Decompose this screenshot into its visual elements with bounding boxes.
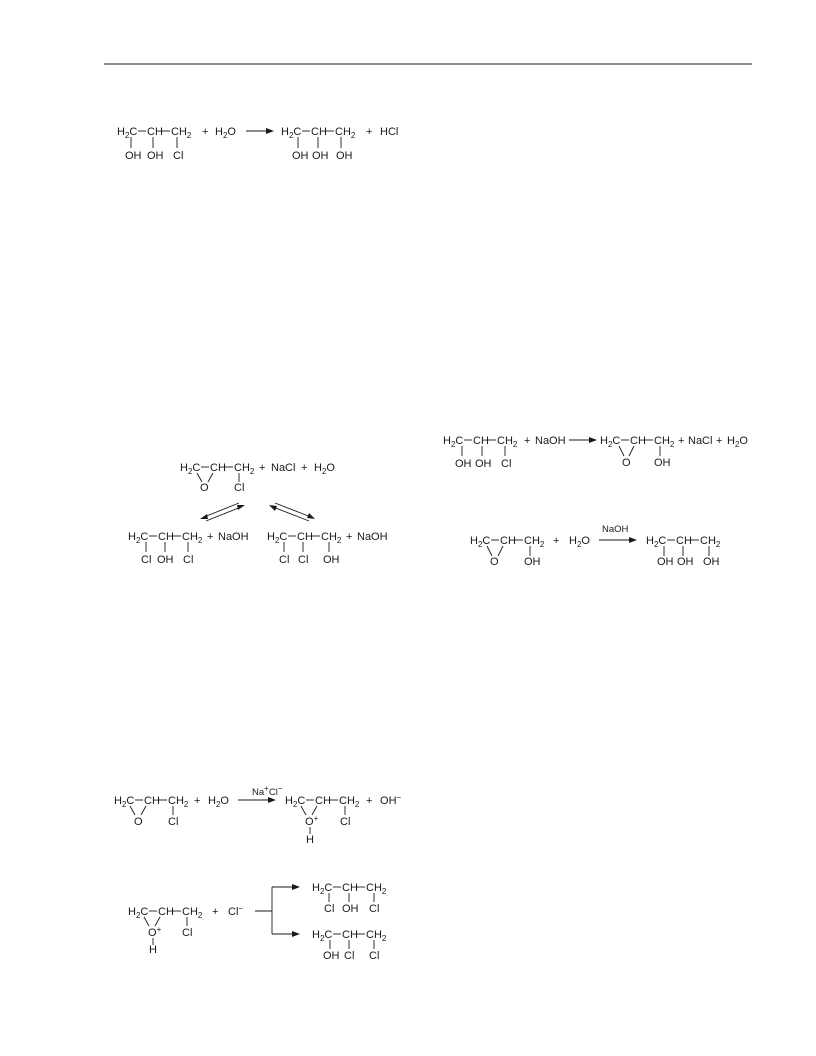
product-glycidol	[600, 435, 675, 469]
formula-label: +	[212, 906, 219, 918]
formula-label: OH	[312, 150, 329, 162]
formula-label: CH	[342, 882, 358, 894]
formula-label: CH	[500, 535, 516, 547]
formula-label: $H_2C$	[470, 535, 491, 549]
bond-line	[498, 546, 503, 556]
formula-label: OH	[147, 150, 164, 162]
reagent-chloride: Cl−	[228, 904, 244, 918]
formula-label: +	[716, 435, 723, 447]
formula-label: $CH_2$	[366, 882, 387, 896]
formula-label: CH	[342, 929, 358, 941]
formula-label: Cl	[141, 554, 152, 566]
product-2-3-dichlorohydrin	[312, 929, 387, 962]
formula-label: Cl	[168, 816, 179, 828]
formula-label: OH−	[380, 793, 402, 807]
formula-label: $CH_2$	[497, 435, 518, 449]
formula-label: CH	[630, 435, 646, 447]
formula-label: O+	[148, 925, 162, 939]
reaction-arrow	[246, 128, 274, 134]
arrow-head	[292, 884, 300, 890]
formula-label: Cl	[369, 903, 380, 915]
formula-label: +	[366, 795, 373, 807]
formula-label: OH	[323, 554, 340, 566]
reaction-equilibrium	[128, 462, 388, 566]
reaction-ring-opening	[128, 882, 387, 962]
formula-label: $CH_2$	[335, 126, 356, 140]
formula-label: Cl	[279, 554, 290, 566]
formula-label: +	[194, 795, 201, 807]
formula-label: CH	[147, 126, 163, 138]
formula-label: OH	[455, 458, 472, 470]
arrow-head	[292, 931, 300, 937]
formula-label: $CH_2$	[182, 906, 203, 920]
bond-line	[301, 806, 306, 815]
formula-label: $H_2C$	[267, 531, 288, 545]
arrow-head	[307, 513, 315, 519]
bond-line	[629, 446, 634, 456]
formula-label: CH	[311, 126, 327, 138]
formula-label: $CH_2$	[366, 929, 387, 943]
reaction-arrow	[238, 784, 283, 803]
bond-line	[144, 917, 149, 926]
formula-label: +	[678, 435, 685, 447]
formula-label: CH	[158, 906, 174, 918]
epichlorohydrin-center	[180, 462, 335, 494]
formula-label: OH	[703, 556, 720, 568]
reactant-molecule	[443, 435, 518, 470]
formula-label: CH	[158, 531, 174, 543]
arrow-catalyst-label: Na+Cl−	[252, 784, 283, 798]
formula-label: $H_2O$	[569, 535, 590, 549]
formula-label: $H_2O$	[314, 462, 335, 476]
formula-label: OH	[657, 556, 674, 568]
reactant-epichlorohydrin	[114, 795, 189, 828]
formula-label: CH	[297, 531, 313, 543]
formula-label: O	[490, 556, 499, 568]
byproduct-hcl: HCl	[380, 126, 399, 138]
formula-label: +	[553, 535, 560, 547]
bond-line	[487, 546, 492, 556]
formula-label: $CH_2$	[182, 531, 203, 545]
formula-label: $CH_2$	[339, 795, 360, 809]
formula-label: Cl	[298, 554, 309, 566]
formula-label: $CH_2$	[234, 462, 255, 476]
formula-label: Cl	[173, 150, 184, 162]
product-glycerol	[281, 126, 356, 162]
reagent-water: $H_2O$	[215, 126, 236, 140]
formula-label: CH	[315, 795, 331, 807]
reagent-naoh: NaOH	[535, 435, 566, 447]
formula-label: $CH_2$	[654, 435, 675, 449]
product-glycerol	[646, 535, 721, 568]
formula-label: O	[134, 816, 143, 828]
formula-label: OH	[342, 903, 359, 915]
formula-label: CH	[676, 535, 692, 547]
formula-label: +	[259, 462, 266, 474]
bond-line	[197, 473, 202, 482]
formula-label: +	[366, 126, 373, 138]
product-protonated-epoxide	[285, 795, 360, 846]
formula-label: OH	[677, 556, 694, 568]
formula-label: CH	[473, 435, 489, 447]
formula-label: $H_2O$	[727, 435, 748, 449]
reactant-molecule	[117, 126, 192, 162]
product-1-3-dichlorohydrin	[312, 882, 387, 915]
branching-arrow	[255, 884, 300, 937]
formula-label: $H_2C$	[600, 435, 621, 449]
formula-label: NaOH	[357, 531, 388, 543]
bond-line	[208, 473, 213, 482]
formula-label: $H_2O$	[208, 795, 229, 809]
formula-label: H	[149, 944, 157, 956]
equilibrium-arrow-right	[269, 503, 315, 521]
formula-label: Cl	[501, 458, 512, 470]
bond-line	[141, 806, 146, 815]
formula-label: $H_2C$	[285, 795, 306, 809]
formula-label: Cl	[344, 950, 355, 962]
reaction-chlorohydrin-hydrolysis	[117, 126, 398, 162]
formula-label: NaOH	[218, 531, 249, 543]
formula-label: $CH_2$	[700, 535, 721, 549]
formula-label: $CH_2$	[321, 531, 342, 545]
arrow-head	[266, 128, 274, 134]
reaction-arrow	[599, 524, 637, 543]
formula-label: O	[622, 457, 631, 469]
arrow-head	[589, 437, 597, 443]
dichlorohydrin-1-3	[128, 531, 249, 566]
formula-label: Cl	[183, 554, 194, 566]
arrow-head	[200, 514, 208, 519]
formula-label: $H_2C$	[281, 126, 302, 140]
arrow-head	[629, 537, 637, 543]
formula-label: O	[200, 482, 209, 494]
formula-label: OH	[125, 150, 142, 162]
formula-label: $H_2C$	[312, 929, 333, 943]
formula-label: Cl	[234, 482, 245, 494]
formula-label: $H_2C$	[443, 435, 464, 449]
formula-label: $CH_2$	[168, 795, 189, 809]
reactant-glycidol	[470, 535, 545, 568]
formula-label: $CH_2$	[524, 535, 545, 549]
formula-label: NaCl	[271, 462, 296, 474]
formula-label: OH	[292, 150, 309, 162]
formula-label: +	[346, 531, 353, 543]
formula-label: $H_2C$	[128, 531, 149, 545]
formula-label: +	[207, 531, 214, 543]
formula-label: NaCl	[688, 435, 713, 447]
formula-label: CH	[210, 462, 226, 474]
formula-label: OH	[157, 554, 174, 566]
arrow-head	[237, 505, 245, 510]
formula-label: +	[524, 435, 531, 447]
bond-line	[619, 446, 624, 456]
equilibrium-arrow-left	[200, 503, 245, 521]
formula-label: +	[202, 126, 209, 138]
formula-label: $CH_2$	[171, 126, 192, 140]
formula-label: CH	[144, 795, 160, 807]
formula-label: +	[301, 462, 308, 474]
formula-label: $H_2C$	[114, 795, 135, 809]
reaction-glycidol-hydrolysis	[470, 524, 721, 568]
reaction-arrow	[569, 437, 597, 443]
reaction-epoxide-formation	[443, 435, 748, 470]
formula-label: OH	[654, 457, 671, 469]
reactant-protonated-epoxide	[128, 906, 203, 956]
formula-label: OH	[336, 150, 353, 162]
arrow-catalyst-label: NaOH	[602, 524, 629, 535]
formula-label: OH	[323, 950, 340, 962]
formula-label: H	[306, 834, 314, 846]
bond-line	[130, 806, 135, 815]
formula-label: Cl	[182, 927, 193, 939]
formula-label: OH	[524, 556, 541, 568]
reaction-protonation	[114, 784, 402, 846]
formula-label: Cl	[340, 816, 351, 828]
dichlorohydrin-2-3	[267, 531, 388, 566]
formula-label: O+	[305, 814, 319, 828]
formula-label: OH	[475, 458, 492, 470]
formula-label: $H_2C$	[646, 535, 667, 549]
arrow-head	[269, 505, 277, 511]
formula-label: $H_2C$	[117, 126, 138, 140]
formula-label: Cl	[324, 903, 335, 915]
formula-label: $H_2C$	[128, 906, 149, 920]
formula-label: $H_2C$	[312, 882, 333, 896]
formula-label: Cl	[369, 950, 380, 962]
formula-label: $H_2C$	[180, 462, 201, 476]
